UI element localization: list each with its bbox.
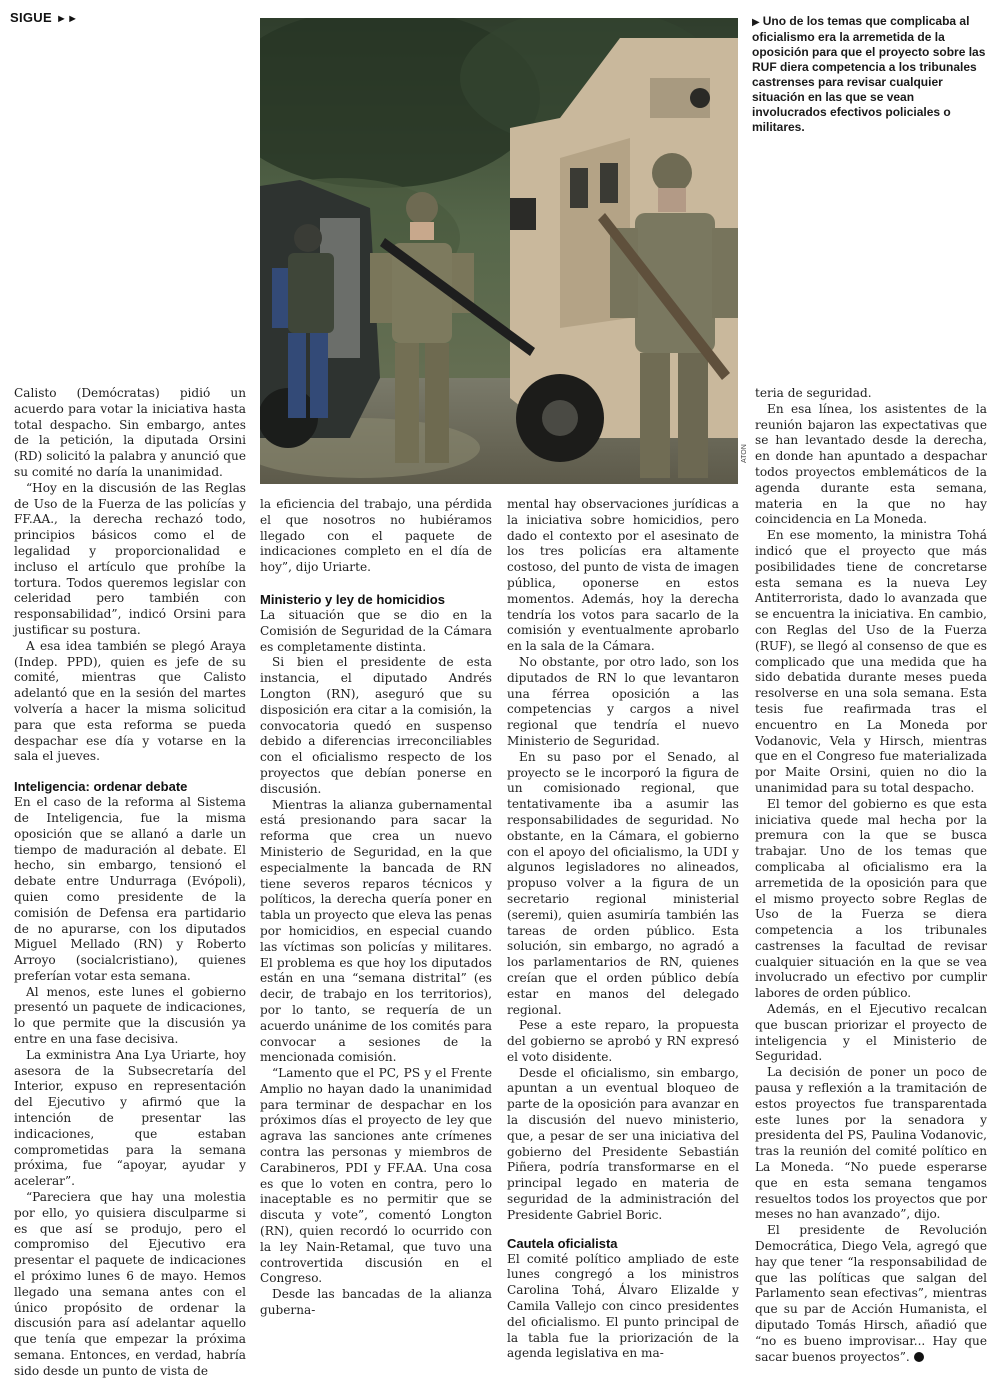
double-arrow-icon: ►► <box>55 13 79 25</box>
paragraph: mental hay observaciones jurídicas a la iniciativa sobre homicidios, pero dado el contexto por el asesinato de los tres policías era altamente costoso, del punto de vista de imagen pública, oponerse en estos momentos. Además, hoy la derecha tendría los votos para sacarlo de la comisión y eventualmente aprobarlo en la sala de la Cámara. <box>507 497 739 654</box>
final-paragraph <box>755 1223 987 1365</box>
paragraph: Desde las bancadas de la alianza guberna- <box>260 1287 492 1318</box>
paragraph: la eficiencia del trabajo, una pérdida el que nosotros no hubiéramos llegado con el paquete de indicaciones completo en el día de hoy”, dijo Uriarte. <box>260 497 492 575</box>
paragraph-text: El presidente de Revolución Democrática, Diego Vela, agregó que hay que tener “la responsabilidad de que las políticas que salgan del Parlamento sean efectivas”, mientras que su par de Acción Humanista, el diputado Tomás Hirsch, añadió que “no es bueno improvisar... Hay que sacar buenos proyectos”. <box>755 1223 987 1364</box>
paragraph: “Lamento que el PC, PS y el Frente Amplio no hayan dado la unanimidad para terminar de despachar en los próximos días el proyecto de ley que agrava las sanciones ante crímenes contra las personas y miembros de Carabineros, PDI y FF.AA. Una cosa es que lo voten en contra, pero lo inaceptable es no permitir que se discuta y vote”, comentó Longton (RN), quien recordó lo ocurrido con la ley Nain-Retamal, que tuvo una controvertida discusión en el Congreso. <box>260 1066 492 1286</box>
paragraph: “Pareciera que hay una molestia por ello, yo quisiera disculparme si es que así se produjo, pero el compromiso del Ejecutivo era presentar el paquete de indicaciones el próximo lunes 6 de mayo. Hemos llegado una semana antes con el único propósito de ordenar la discusión para así adelantar aquello que tenía que empezar la próxima semana. Entonces, en verdad, habría sido desde un punto de vista de <box>14 1190 246 1378</box>
photo-credit: ATON <box>741 444 748 463</box>
news-photo <box>260 18 738 484</box>
paragraph: En ese momento, la ministra Tohá indicó que el proyecto que más posibilidades tiene de concretarse esta semana es la nueva Ley Antiterrorista, dado lo avanzada que se encuentra la iniciativa. En cambio, con Reglas del Uso de la Fuerza (RUF), se llegó al consenso de que es complicado que una medida que ha sido debatida durante meses pueda resolverse en una sola semana. Esta tesis fue reafirmada tras el encuentro en La Moneda por Vodanovic, Vela y Hirsch, mientras que en el Congreso fue materializada por Maite Orsini, quien no dio la unanimidad para su total despacho. <box>755 528 987 795</box>
paragraph: Además, en el Ejecutivo recalcan que buscan priorizar el proyecto de inteligencia y el Ministerio de Seguridad. <box>755 1002 987 1064</box>
continuation-label <box>10 10 78 25</box>
paragraph: El comité político ampliado de este lunes congregó a los ministros Carolina Tohá, Álvaro Elizalde y Camila Vallejo con cinco presidentes del oficialismo. El punto principal de la tabla fue la priorización de la agenda legislativa en ma- <box>507 1251 739 1361</box>
paragraph: Desde el oficialismo, sin embargo, apuntan a un eventual bloqueo de parte de la oposición para avanzar en la discusión del nuevo ministerio, que, a pesar de ser una iniciativa del gobierno del Presidente Sebastián Piñera, podría transformarse en el principal legado en materia de seguridad de la administración del Presidente Gabriel Boric. <box>507 1065 739 1222</box>
photo-caption <box>752 14 990 135</box>
paragraph: En su paso por el Senado, al proyecto se le incorporó la figura de un comisionado regional, que tentativamente iba a asumir las responsabilidades de seguridad. No obstante, en la Cámara, el gobierno con el apoyo del oficialismo, la UDI y algunos legisladores no alineados, propuso volver a la figura de un secretario regional ministerial (seremi), quien asumiría también las tareas de orden público. Esta solución, sin embargo, no agradó a los parlamentarios de RN, quienes creían que el orden público debía estar en manos del delegado regional. <box>507 749 739 1017</box>
paragraph: La situación que se dio en la Comisión de Seguridad de la Cámara es completamente distinta. <box>260 607 492 654</box>
paragraph: No obstante, por otro lado, son los diputados de RN lo que levantaron una férrea oposición a las competencias y cargos a nivel regional que tendría el nuevo Ministerio de Seguridad. <box>507 654 739 748</box>
continuation-text: SIGUE <box>10 10 52 25</box>
paragraph: El temor del gobierno es que esta iniciativa quede mal hecha por la premura con la que se busca trabajar. Uno de los temas que complicaba al oficialismo era la arremetida de la oposición para que el mismo proyecto sobre Reglas de Uso de la Fuerza se diera competencia a los tribunales castrenses la facultad de revisar cualquier situación en la que se vea involucrado un efectivo por cumplir labores de orden público. <box>755 796 987 1001</box>
paragraph: La decisión de poner un poco de pausa y reflexión a la tramitación de estos proyectos fue transparentada este lunes por la senadora y presidenta del PS, Paulina Vodanovic, tras la reunión del comité político en La Moneda. “No puede esperarse que en esta semana tengamos resueltos todos los proyectos que por meses no han avanzado”, dijo. <box>755 1065 987 1222</box>
paragraph: Si bien el presidente de esta instancia, el diputado Andrés Longton (RN), aseguró que su disposición era citar a la comisión, la convocatoria quedó en suspenso debido a diferencias irreconciliables con el oficialismo respecto de los proyectos que debían ponerse en discusión. <box>260 655 492 796</box>
paragraph: A esa idea también se plegó Araya (Indep. PPD), quien es jefe de su comité, mientras que Calisto adelantó que en la sesión del martes volvería a hacer la misma solicitud para que esta reforma se pueda despachar ese día y votarse en la sala el jueves. <box>14 638 246 764</box>
section-heading: Inteligencia: ordenar debate <box>14 779 188 795</box>
section-heading: Ministerio y ley de homicidios <box>260 591 445 607</box>
paragraph: “Hoy en la discusión de las Reglas de Uso de la Fuerza de las policías y FF.AA., la derecha rechazó todo, principios básicos como el de legalidad y proporcionalidad e incluso el artículo que prohíbe la tortura. Todos queremos legislar con celeridad pero también con responsabilidad”, indicó Orsini para justificar su postura. <box>14 480 246 637</box>
article-column-1 <box>14 386 246 1380</box>
end-of-article-icon <box>914 1352 924 1362</box>
caption-text: Uno de los temas que complicaba al oficialismo era la arremetida de la oposición para que el proyecto sobre las RUF diera competencia a los tribunales castrenses para revisar cualquier situación en las que se vean involucrados efectivos policiales o militares. <box>752 14 986 134</box>
article-column-4 <box>755 386 987 1365</box>
caption-triangle-icon: ▶ <box>752 17 760 28</box>
paragraph: Pese a este reparo, la propuesta del gobierno se aprobó y RN expresó el voto disidente. <box>507 1018 739 1064</box>
paragraph: En esa línea, los asistentes de la reunión bajaron las expectativas que se han levantado desde la derecha, en donde han apuntado a despachar todos proyectos emblemáticos de la agenda durante esta semana, materia en la que no hay coincidencia en La Moneda. <box>755 401 987 527</box>
soldiers-armored-vehicle-photo <box>260 18 738 484</box>
paragraph: Calisto (Demócratas) pidió un acuerdo para votar la iniciativa hasta total despacho. Sin embargo, antes de la petición, la diputada Orsini (RD) solicitó la palabra y anunció que su comité no daría la unanimidad. <box>14 386 246 479</box>
paragraph: La exministra Ana Lya Uriarte, hoy asesora de la Subsecretaría del Interior, expuso en representación del Ejecutivo y afirmó que la intención de presentar las indicaciones, que estaban comprometidas para la semana próxima, fue “apoyar, ayudar y acelerar”. <box>14 1047 246 1189</box>
paragraph: teria de seguridad. <box>755 386 872 400</box>
article-column-3 <box>507 497 739 1362</box>
paragraph: En el caso de la reforma al Sistema de Inteligencia, fue la misma oposición que se allanó a darle un tiempo de maduración al debate. El hecho, sin embargo, tensionó el debate entre Undurraga (Evópoli), quien como presidente de la comisión de Defensa era partidario de no apurarse, con los diputados Miguel Mellado (RN) y Roberto Arroyo (socialcristiano), quienes preferían votar esta semana. <box>14 795 246 983</box>
article-column-2 <box>260 497 492 1319</box>
paragraph: Al menos, este lunes el gobierno presentó un paquete de indicaciones, lo que permite que la discusión ya entre en una fase decisiva. <box>14 984 246 1047</box>
section-heading: Cautela oficialista <box>507 1235 618 1251</box>
paragraph: Mientras la alianza gubernamental está presionando para sacar la reforma que crea un nuevo Ministerio de Seguridad, en la que especialmente la bancada de RN tiene severos reparos técnicos y políticos, la derecha quería poner en tabla un proyecto que eleva las penas por homicidios, en especial cuando las víctimas son policías y militares. El problema es que hoy los diputados están en una “semana distrital” (es decir, de trabajo en los territorios), por lo tanto, se requería de un acuerdo unánime de los comités para convocar a sesiones de la mencionada comisión. <box>260 797 492 1065</box>
